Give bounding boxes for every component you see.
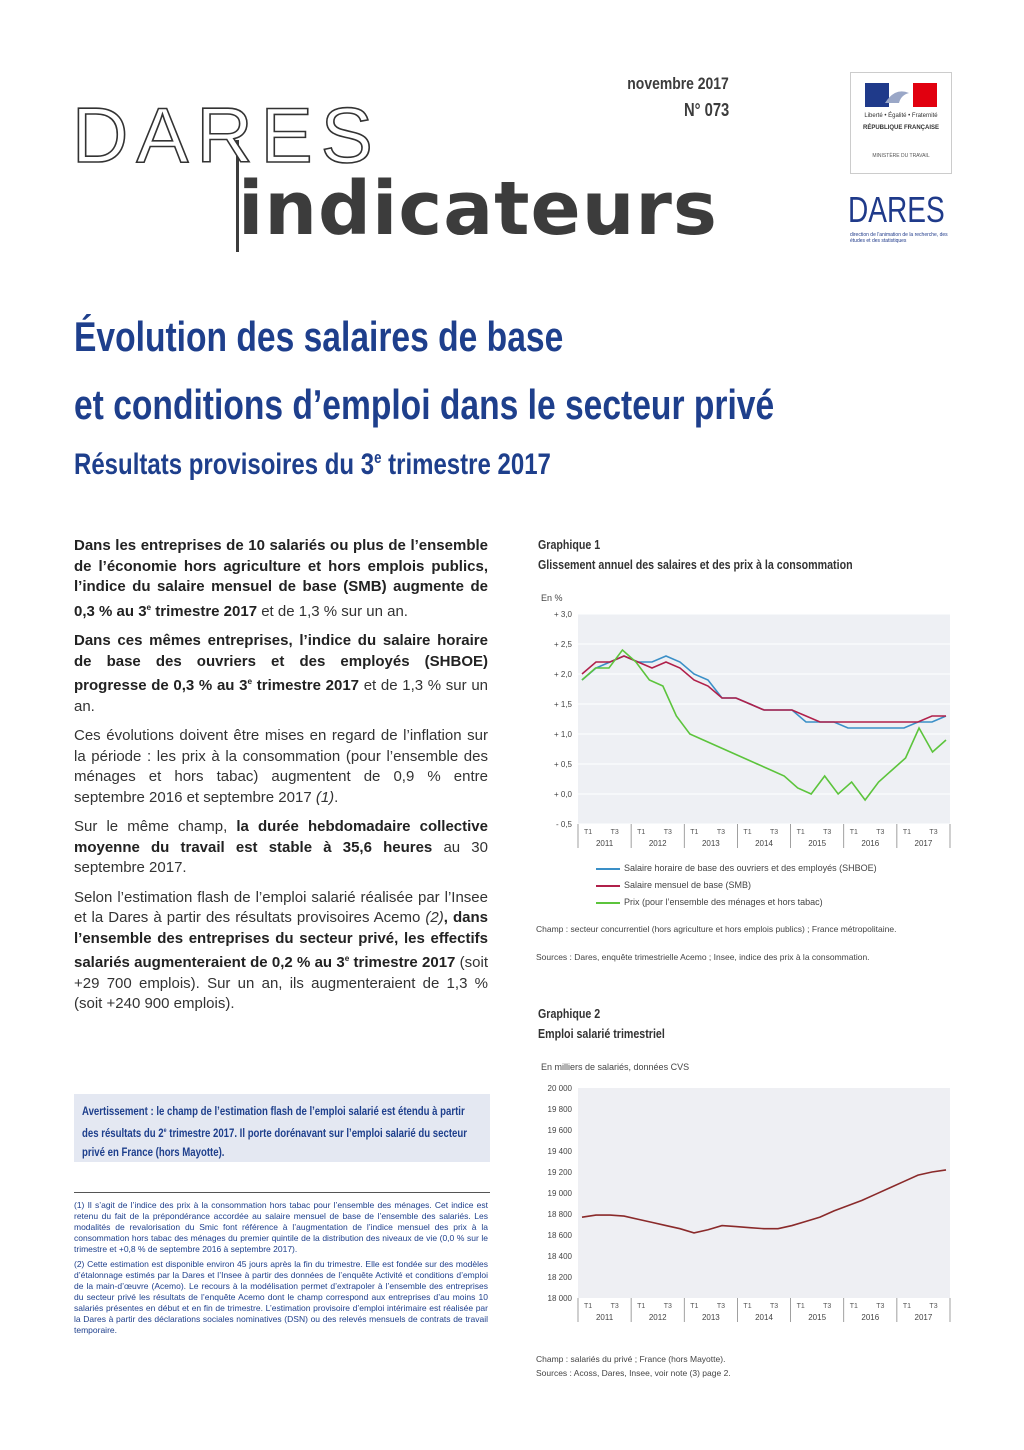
notice-text: Avertissement : le champ de l’estimation flash de l’emploi salarié est étendu à partir des résultats du 2e trimestre 2017. Il porte dorénavant sur l’emploi salarié du secteur privé en France (hors Mayotte). bbox=[82, 1104, 467, 1159]
chart2-ytick-label: 18 400 bbox=[547, 1252, 572, 1261]
footnote-2: (2) Cette estimation est disponible environ 45 jours après la fin du trimestre. Elle est fondée sur des modèles d’étalonnage estimés par la Dares et l’Insee à partir des données de l’enquête Activité et conditions d’emploi de la main-d’œuvre (Acemo). Le recours à la modélisation permet d’extrapoler à l’ensemble des entreprises du secteur privé les résultats de l’enquête Acemo dont le champ correspond aux entreprises d’au moins 10 salariés présentes en début et en fin de trimestre. L’estimation provisoire d’emploi intérimaire est réalisée par la Dares à partir des déclarations sociales nominatives (DSN) ou des relevés mensuels de contrats de travail temporaire. bbox=[74, 1259, 488, 1335]
chart2-year-label: 2015 bbox=[808, 1313, 827, 1322]
chart2-quarter-label: T1 bbox=[584, 1303, 593, 1310]
chart2-ytick-label: 19 200 bbox=[547, 1168, 572, 1177]
chart2-label: Graphique 2 bbox=[538, 1006, 601, 1021]
chart2-ytick-label: 20 000 bbox=[547, 1084, 572, 1093]
chart1-title: Glissement annuel des salaires et des prix à la consommation bbox=[538, 557, 853, 572]
chart2-ytick-label: 18 800 bbox=[547, 1210, 572, 1219]
chart2-quarter-label: T1 bbox=[902, 1303, 912, 1310]
chart2-year-label: 2011 bbox=[595, 1313, 614, 1322]
chart1-legend-swatch-shboe bbox=[596, 868, 620, 870]
chart2-quarter-label: T3 bbox=[663, 1303, 672, 1310]
footnote-1: (1) Il s’agit de l’indice des prix à la consommation hors tabac pour l’ensemble des ménages. Cet indice est retenu du fait de la prépondérance accordée au salaire mensuel de base de l’ensemble des salariés. Les modalités de revalorisation du Smic font référence à l’augmentation de l’indice mensuel des prix à la consommation hors tabac des ménages du premier quintile de la distribution des niveaux de vie (0,0 % sur le trimestre et +0,8 % de septembre 2016 à septembre 2017). bbox=[74, 1200, 488, 1254]
chart1-ytick-label: + 1,0 bbox=[553, 730, 572, 739]
chart1-ytick-label: + 3,0 bbox=[553, 610, 572, 619]
chart2-quarter-label: T3 bbox=[610, 1303, 619, 1310]
chart2-unit: En milliers de salariés, données CVS bbox=[541, 1062, 690, 1072]
chart2-title: Emploi salarié trimestriel bbox=[538, 1026, 665, 1041]
chart1-legend-prix: Prix (pour l’ensemble des ménages et hors tabac) bbox=[624, 897, 823, 907]
chart1-quarter-label: T3 bbox=[610, 829, 619, 836]
chart1-plot bbox=[530, 600, 960, 860]
chart1-quarter-label: T1 bbox=[690, 829, 699, 836]
chart2-ytick-label: 19 000 bbox=[547, 1189, 572, 1198]
chart1-quarter-label: T1 bbox=[796, 829, 805, 836]
chart2-quarter-label: T3 bbox=[823, 1303, 832, 1310]
chart2-quarter-label: T1 bbox=[637, 1303, 646, 1310]
chart1-quarter-label: T1 bbox=[584, 829, 593, 836]
masthead-indicateurs: indicateurs bbox=[238, 166, 718, 252]
chart1-legend-swatch-prix bbox=[596, 902, 620, 904]
chart2-year-label: 2017 bbox=[914, 1313, 933, 1322]
chart1-year-label: 2016 bbox=[861, 839, 880, 848]
chart1-ytick-label: - 0,5 bbox=[555, 820, 572, 829]
dares-logo-subtitle: direction de l'animation de la recherche, des études et des statistiques bbox=[850, 232, 948, 244]
chart1-quarter-label: T1 bbox=[902, 829, 912, 836]
chart1-plot-area bbox=[578, 614, 950, 824]
rf-motto: Liberté • Égalité • Fraternité bbox=[864, 113, 938, 119]
chart2-sources: Sources : Acoss, Dares, Insee, voir note (3) page 2. bbox=[536, 1368, 731, 1378]
chart1-quarter-label: T3 bbox=[929, 829, 938, 836]
chart2-ytick-label: 18 600 bbox=[547, 1231, 572, 1240]
chart1-quarter-label: T1 bbox=[849, 829, 858, 836]
notice-box bbox=[74, 1094, 490, 1162]
issue-date: novembre 2017 bbox=[627, 74, 729, 93]
chart2-quarter-label: T3 bbox=[929, 1303, 938, 1310]
masthead-dares: DARES bbox=[72, 91, 381, 179]
chart1-year-label: 2011 bbox=[595, 839, 614, 848]
chart1-unit: En % bbox=[541, 593, 563, 603]
chart1-quarter-label: T3 bbox=[663, 829, 672, 836]
chart1-quarter-label: T3 bbox=[876, 829, 885, 836]
subtitle: Résultats provisoires du 3e trimestre 2017 bbox=[74, 448, 551, 481]
dares-logo: DARES bbox=[848, 189, 945, 230]
paragraph-inflation: Ces évolutions doivent être mises en regard de l’inflation sur la période : les prix à la consommation (pour l’ensemble des ménages et hors tabac) augmentent de 0,9 % entre septembre 2016 et septembre 2017 (1). bbox=[74, 727, 488, 806]
chart2-plot-area bbox=[578, 1088, 950, 1298]
chart1-legend-shboe: Salaire horaire de base des ouvriers et des employés (SHBOE) bbox=[624, 863, 877, 873]
main-title-line2: et conditions d’emploi dans le secteur privé bbox=[74, 381, 775, 428]
issue-number: N° 073 bbox=[683, 100, 729, 120]
chart2-year-label: 2014 bbox=[755, 1313, 773, 1322]
chart2-ytick-label: 18 000 bbox=[547, 1294, 572, 1303]
main-title-line1: Évolution des salaires de base bbox=[74, 313, 564, 360]
chart1-label: Graphique 1 bbox=[538, 537, 601, 552]
paragraph-emploi: Selon l’estimation flash de l’emploi salarié réalisée par l’Insee et la Dares à partir des résultats provisoires Acemo (2), dans l’ensemble des entreprises du secteur privé, les effectifs salariés augmenteraient de 0,2 % au 3e trimestre 2017 (soit +29 700 emplois). Sur un an, ils augmenteraient de 1,3 % (soit +240 900 emplois). bbox=[74, 888, 488, 1012]
chart2-quarter-label: T1 bbox=[743, 1303, 752, 1310]
chart2-quarter-label: T1 bbox=[849, 1303, 858, 1310]
chart1-ytick-label: + 2,0 bbox=[553, 670, 572, 679]
chart1-year-label: 2012 bbox=[648, 839, 667, 848]
chart1-year-label: 2017 bbox=[914, 839, 933, 848]
chart1-legend-swatch-smb bbox=[596, 885, 620, 887]
chart2-champ: Champ : salariés du privé ; France (hors Mayotte). bbox=[536, 1354, 726, 1364]
paragraph-duree: Sur le même champ, la durée hebdomadaire collective moyenne du travail est stable à 35,6 heures au 30 septembre 2017. bbox=[74, 818, 488, 876]
chart2-quarter-label: T1 bbox=[796, 1303, 805, 1310]
chart1-ytick-label: + 2,5 bbox=[553, 640, 572, 649]
chart2-ytick-label: 19 600 bbox=[547, 1126, 572, 1135]
chart2-ytick-label: 19 800 bbox=[547, 1105, 572, 1114]
body-text bbox=[74, 536, 488, 1024]
paragraph-smb: Dans les entreprises de 10 salariés ou plus de l’ensemble de l’économie hors agriculture et hors emplois publics, l’indice du salaire mensuel de base (SMB) augmente de 0,3 % au 3e trimestre 2017 et de 1,3 % sur un an. bbox=[74, 537, 488, 620]
chart2-quarter-label: T1 bbox=[690, 1303, 699, 1310]
chart2-year-label: 2012 bbox=[648, 1313, 667, 1322]
chart1-year-label: 2015 bbox=[808, 839, 827, 848]
chart2-plot bbox=[530, 1074, 960, 1334]
chart1-ytick-label: + 1,5 bbox=[553, 700, 572, 709]
chart1-quarter-label: T3 bbox=[823, 829, 832, 836]
chart1-sources: Sources : Dares, enquête trimestrielle Acemo ; Insee, indice des prix à la consommation. bbox=[536, 952, 870, 962]
chart1-year-label: 2013 bbox=[701, 839, 720, 848]
chart2-ytick-label: 18 200 bbox=[547, 1273, 572, 1282]
chart2-year-label: 2016 bbox=[861, 1313, 880, 1322]
chart1-quarter-label: T1 bbox=[743, 829, 752, 836]
footnotes bbox=[74, 1200, 488, 1340]
chart2-quarter-label: T3 bbox=[716, 1303, 726, 1310]
chart2-quarter-label: T3 bbox=[770, 1303, 779, 1310]
republique-logo bbox=[850, 72, 952, 174]
rf-ministry: MINISTÈRE DU TRAVAIL bbox=[872, 153, 930, 159]
paragraph-shboe: Dans ces mêmes entreprises, l’indice du salaire horaire de base des ouvriers et des employés (SHBOE) progresse de 0,3 % au 3e trimestre 2017 et de 1,3 % sur un an. bbox=[74, 632, 488, 715]
chart1-quarter-label: T3 bbox=[716, 829, 726, 836]
chart1-year-label: 2014 bbox=[755, 839, 773, 848]
footnote-divider bbox=[74, 1192, 490, 1193]
chart1-ytick-label: + 0,0 bbox=[553, 790, 572, 799]
chart2-quarter-label: T3 bbox=[876, 1303, 885, 1310]
chart1-quarter-label: T1 bbox=[637, 829, 646, 836]
chart1-quarter-label: T3 bbox=[770, 829, 779, 836]
chart1-legend-smb: Salaire mensuel de base (SMB) bbox=[624, 880, 752, 890]
chart2-ytick-label: 19 400 bbox=[547, 1147, 572, 1156]
marianne-flag-icon bbox=[865, 83, 937, 107]
chart1-champ: Champ : secteur concurrentiel (hors agriculture et hors emplois publics) ; France métropolitaine. bbox=[536, 924, 897, 934]
chart2-year-label: 2013 bbox=[701, 1313, 720, 1322]
rf-name: RÉPUBLIQUE FRANÇAISE bbox=[862, 125, 939, 131]
chart1-ytick-label: + 0,5 bbox=[553, 760, 572, 769]
